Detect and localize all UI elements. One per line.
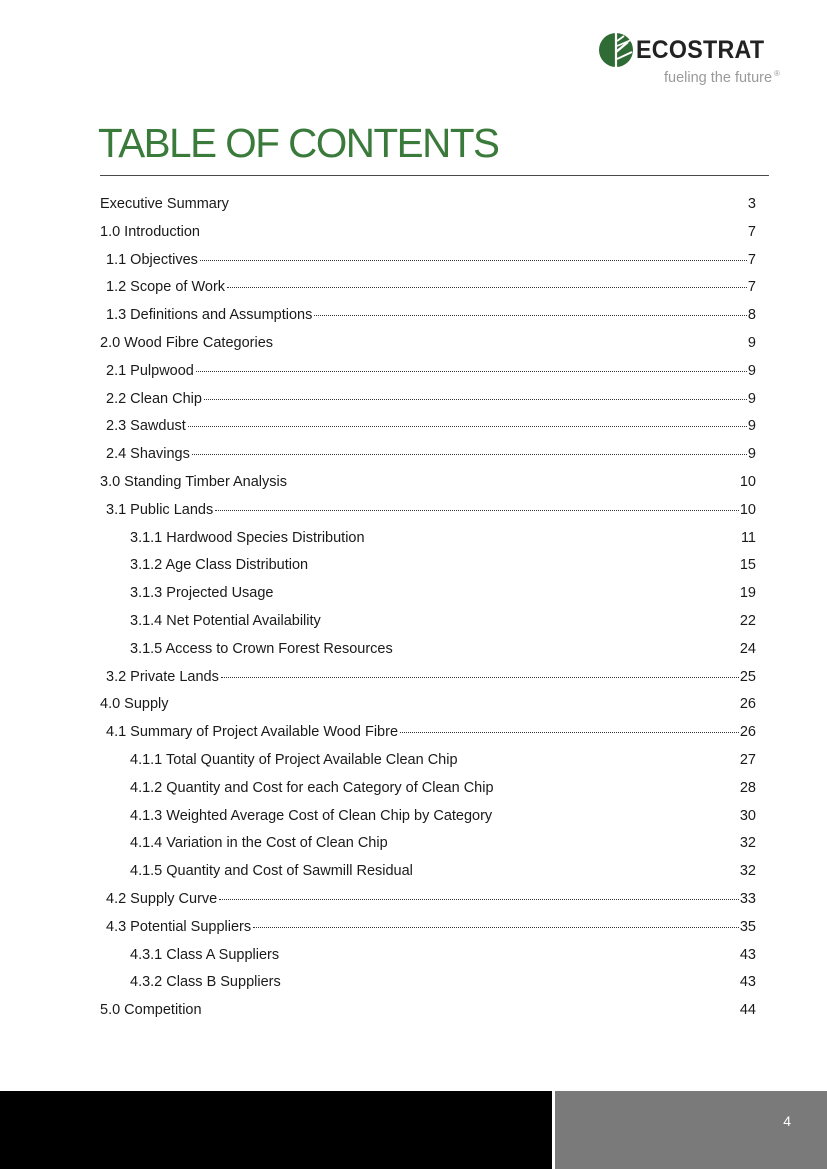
toc-entry-page-number: 44 — [739, 1002, 756, 1019]
toc-entry-label: 4.1.1 Total Quantity of Project Available Clean Chip — [130, 751, 458, 768]
toc-entry[interactable] — [100, 498, 756, 526]
toc-entry-page-number: 22 — [739, 612, 756, 629]
dot-leader — [215, 510, 739, 511]
toc-entry-page-number: 7 — [747, 279, 756, 296]
toc-entry[interactable] — [100, 776, 756, 804]
toc-entry-page-number: 26 — [739, 696, 756, 713]
toc-entry[interactable] — [100, 720, 756, 748]
toc-entry[interactable] — [100, 859, 756, 887]
toc-entry-label: 4.3 Potential Suppliers — [106, 918, 252, 935]
toc-entry[interactable] — [100, 220, 756, 248]
toc-entry-page-number: 19 — [739, 585, 756, 602]
toc-entry[interactable] — [100, 470, 756, 498]
toc-entry[interactable] — [100, 248, 756, 276]
toc-entry-label: 4.1.3 Weighted Average Cost of Clean Chip by Category — [130, 807, 493, 824]
toc-entry[interactable] — [100, 387, 756, 415]
page-title: TABLE OF CONTENTS — [98, 120, 499, 166]
toc-entry-page-number: 35 — [739, 918, 756, 935]
toc-entry[interactable] — [100, 442, 756, 470]
toc-entry-label: 4.2 Supply Curve — [106, 890, 218, 907]
toc-entry[interactable] — [100, 998, 756, 1026]
title-divider — [100, 175, 769, 176]
toc-entry[interactable] — [100, 331, 756, 359]
ecostrat-logo — [598, 32, 798, 84]
table-of-contents — [100, 192, 756, 1026]
toc-entry[interactable] — [100, 609, 756, 637]
toc-entry[interactable] — [100, 359, 756, 387]
brand-name: ECOSTRAT — [636, 36, 765, 64]
toc-entry[interactable] — [100, 831, 756, 859]
toc-entry-page-number: 43 — [739, 974, 756, 991]
toc-entry-label: 2.3 Sawdust — [106, 418, 186, 435]
toc-entry-page-number: 9 — [747, 446, 756, 463]
toc-entry-label: 2.4 Shavings — [106, 446, 190, 463]
footer-black-band — [0, 1091, 552, 1169]
dot-leader — [188, 426, 747, 427]
toc-entry-label: 1.3 Definitions and Assumptions — [106, 307, 313, 324]
dot-leader — [221, 677, 739, 678]
dot-leader — [400, 732, 739, 733]
toc-entry-label: 3.2 Private Lands — [106, 668, 219, 685]
toc-entry-label: 4.1.2 Quantity and Cost for each Category of Clean Chip — [130, 779, 494, 796]
toc-entry-label: 4.3.1 Class A Suppliers — [130, 946, 280, 963]
toc-entry[interactable] — [100, 637, 756, 665]
toc-entry-label: 2.2 Clean Chip — [106, 390, 202, 407]
toc-entry-page-number: 9 — [747, 418, 756, 435]
brand-tagline-text: fueling the future — [664, 70, 773, 86]
toc-entry-label: 3.1.4 Net Potential Availability — [130, 612, 321, 629]
toc-entry-page-number: 10 — [739, 473, 756, 490]
toc-entry-page-number: 8 — [747, 307, 756, 324]
brand-tagline — [664, 65, 780, 87]
toc-entry[interactable] — [100, 526, 756, 554]
toc-entry-label: 2.1 Pulpwood — [106, 362, 194, 379]
dot-leader — [253, 927, 739, 928]
toc-entry-label: 3.1.5 Access to Crown Forest Resources — [130, 640, 393, 657]
toc-entry-label: 3.1 Public Lands — [106, 501, 214, 518]
toc-entry-label: 4.1 Summary of Project Available Wood Fibre — [106, 724, 399, 741]
toc-entry[interactable] — [100, 192, 756, 220]
toc-entry-label: 4.1.4 Variation in the Cost of Clean Chip — [130, 835, 388, 852]
toc-entry-page-number: 24 — [739, 640, 756, 657]
toc-entry-page-number: 26 — [739, 724, 756, 741]
toc-entry[interactable] — [100, 970, 756, 998]
dot-leader — [200, 260, 747, 261]
toc-entry-label: 1.1 Objectives — [106, 251, 198, 268]
toc-entry[interactable] — [100, 943, 756, 971]
toc-entry-page-number: 10 — [739, 501, 756, 518]
toc-entry-label: 3.1.2 Age Class Distribution — [130, 557, 309, 574]
toc-entry[interactable] — [100, 553, 756, 581]
toc-entry[interactable] — [100, 887, 756, 915]
toc-entry-label: 2.0 Wood Fibre Categories — [100, 334, 274, 351]
toc-entry[interactable] — [100, 665, 756, 693]
footer-gray-band — [555, 1091, 827, 1169]
page-number: 4 — [783, 1113, 791, 1129]
dot-leader — [196, 371, 747, 372]
toc-entry-page-number: 28 — [739, 779, 756, 796]
toc-entry-label: 4.1.5 Quantity and Cost of Sawmill Residual — [130, 863, 413, 880]
toc-entry-label: 4.0 Supply — [100, 696, 169, 713]
toc-entry-label: 4.3.2 Class B Suppliers — [130, 974, 281, 991]
dot-leader — [227, 287, 747, 288]
toc-entry[interactable] — [100, 915, 756, 943]
toc-entry[interactable] — [100, 804, 756, 832]
leaf-logo-icon — [598, 32, 634, 68]
toc-entry-label: 1.2 Scope of Work — [106, 279, 226, 296]
toc-entry[interactable] — [100, 275, 756, 303]
toc-entry[interactable] — [100, 748, 756, 776]
dot-leader — [314, 315, 747, 316]
toc-entry-page-number: 11 — [740, 529, 756, 546]
toc-entry-page-number: 7 — [747, 251, 756, 268]
toc-entry-page-number: 30 — [739, 807, 756, 824]
toc-entry-page-number: 7 — [747, 223, 756, 240]
dot-leader — [192, 454, 747, 455]
toc-entry-label: 3.0 Standing Timber Analysis — [100, 473, 287, 490]
toc-entry-page-number: 33 — [739, 890, 756, 907]
dot-leader — [219, 899, 739, 900]
toc-entry-label: 3.1.1 Hardwood Species Distribution — [130, 529, 365, 546]
toc-entry-page-number: 43 — [739, 946, 756, 963]
registered-mark: ® — [774, 69, 780, 78]
toc-entry-label: 3.1.3 Projected Usage — [130, 585, 274, 602]
toc-entry-page-number: 9 — [747, 362, 756, 379]
toc-entry-page-number: 32 — [739, 863, 756, 880]
toc-entry-page-number: 9 — [747, 334, 756, 351]
toc-entry[interactable] — [100, 414, 756, 442]
toc-entry-page-number: 25 — [739, 668, 756, 685]
toc-entry-page-number: 3 — [747, 196, 756, 212]
toc-entry-label: 1.0 Introduction — [100, 223, 200, 240]
toc-entry-page-number: 32 — [739, 835, 756, 852]
toc-entry[interactable] — [100, 303, 756, 331]
toc-entry[interactable] — [100, 581, 756, 609]
toc-entry-page-number: 9 — [747, 390, 756, 407]
dot-leader — [204, 399, 747, 400]
toc-entry-page-number: 15 — [739, 557, 756, 574]
toc-entry[interactable] — [100, 692, 756, 720]
toc-entry-label: Executive Summary — [100, 196, 229, 212]
toc-entry-label: 5.0 Competition — [100, 1002, 202, 1019]
toc-entry-page-number: 27 — [739, 751, 756, 768]
